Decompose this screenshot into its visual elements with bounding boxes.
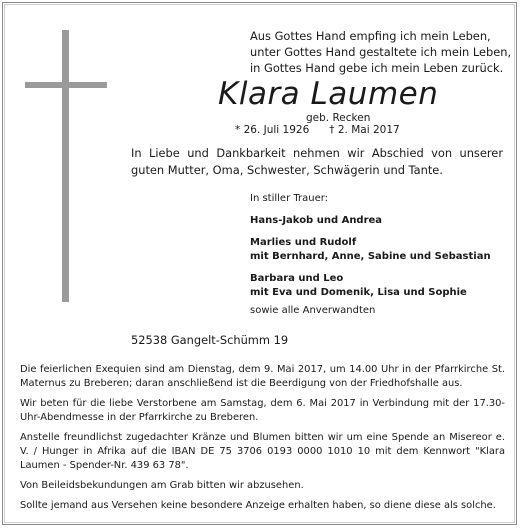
cross-icon-bar [25, 82, 107, 88]
poem [250, 28, 512, 76]
mourner-group: Barbara und Leo [250, 273, 344, 284]
paragraph-service: Die feierlichen Exequien sind am Dienstag, dem 9. Mai 2017, um 14.00 Uhr in der Pfarrkirche St. Maternus zu Breberen; daran anschließend ist die Beerdigung von der Friedhofshalle aus. [20, 364, 505, 389]
notice-body [20, 363, 505, 519]
mourners-others: sowie alle Anverwandten [250, 305, 376, 316]
intro-text: In Liebe und Dankbarkeit nehmen wir Abschied von unserer guten Mutter, Oma, Schwester, Schwägerin und Tante. [131, 146, 503, 177]
life-dates [235, 124, 400, 136]
paragraph-notice: Sollte jemand aus Versehen keine besondere Anzeige erhalten haben, so diene diese als solche. [20, 500, 496, 511]
paragraph-donation: Anstelle freundlichst zugedachter Kränze und Blumen bitten wir um eine Spende an Misereor e. V. / Hunger in Afrika auf die IBAN DE 75 3706 0193 0000 1010 10 mit dem Kennwort "Klara Laumen - Spender-Nr. 439 63 78". [20, 432, 505, 471]
mourners-heading: In stiller Trauer: [250, 193, 329, 204]
mourner-group-children: mit Bernhard, Anne, Sabine und Sebastian [250, 251, 491, 262]
deceased-name: Klara Laumen [218, 76, 439, 112]
poem-line: Aus Gottes Hand empfing ich mein Leben, [250, 29, 491, 43]
born-name: geb. Recken [306, 112, 371, 124]
death-date: † 2. Mai 2017 [329, 124, 400, 136]
address: 52538 Gangelt-Schümm 19 [131, 333, 289, 347]
birth-date: * 26. Juli 1926 [235, 124, 310, 136]
poem-line: in Gottes Hand gebe ich mein Leben zurück. [250, 61, 504, 75]
mourner-group: Hans-Jakob und Andrea [250, 215, 383, 226]
mourner-group-children: mit Eva und Domenik, Lisa und Sophie [250, 287, 467, 298]
poem-line: unter Gottes Hand gestaltete ich mein Leben, [250, 45, 512, 59]
paragraph-condolence: Von Beileidsbekundungen am Grab bitten wir abzusehen. [20, 480, 304, 491]
mourner-group: Marlies und Rudolf [250, 237, 357, 248]
mourners-list [250, 192, 491, 318]
paragraph-mass: Wir beten für die liebe Verstorbene am Samstag, dem 6. Mai 2017 in Verbindung mit der 17.30-Uhr-Abendmesse in der Pfarrkirche zu Breberen. [20, 398, 505, 423]
cross-icon [62, 30, 69, 302]
